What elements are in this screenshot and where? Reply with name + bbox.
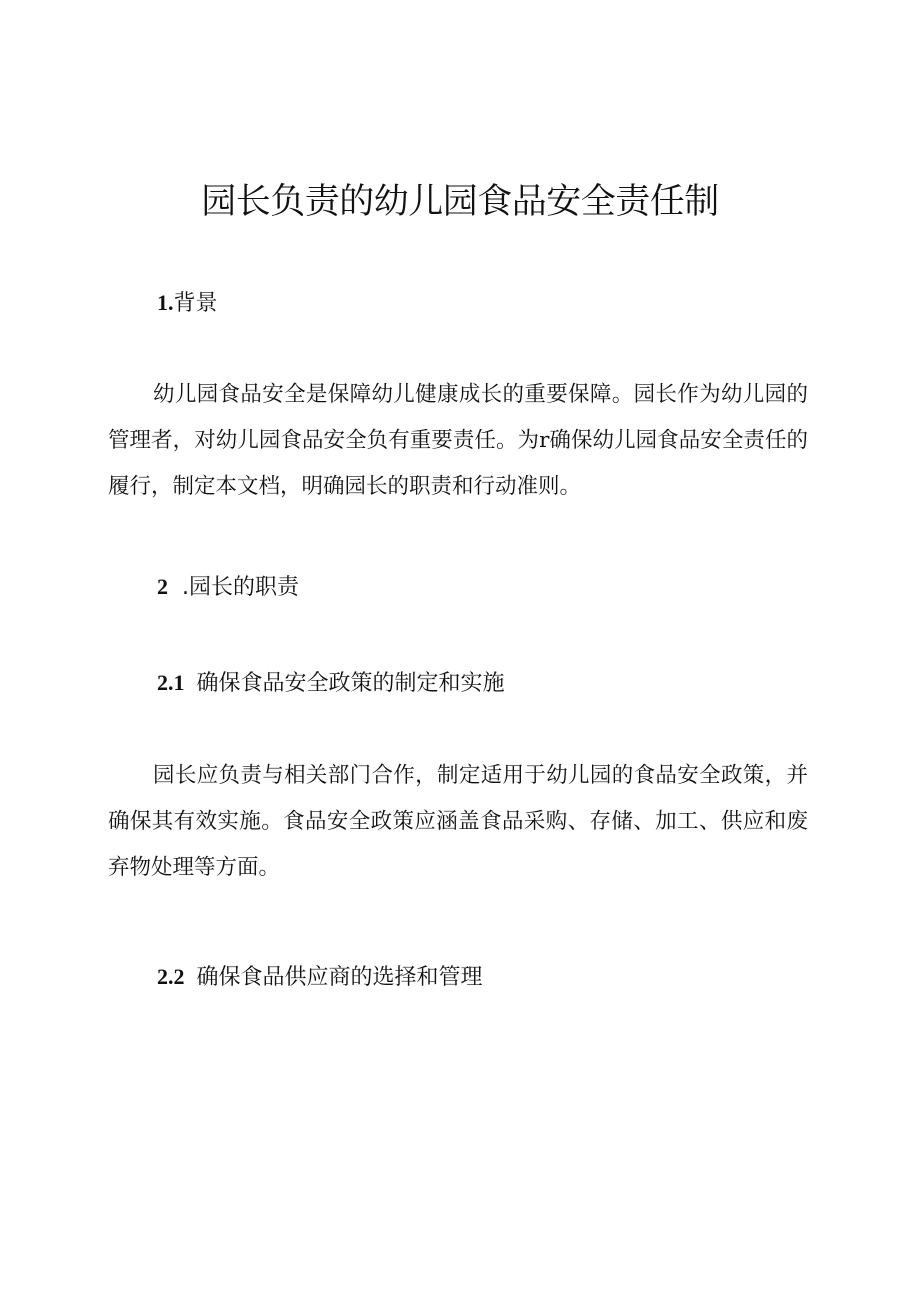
section-heading-text: 确保食品安全政策的制定和实施 xyxy=(196,671,505,696)
policy-paragraph: 园长应负责与相关部门合作，制定适用于幼儿园的食品安全政策，并确保其有效实施。食品安全政策应涵盖食品采购、存储、加工、供应和废弃物处理等方面。 xyxy=(108,763,808,880)
section-heading-text: 背景 xyxy=(173,291,218,316)
section-heading-2-1 xyxy=(157,668,505,699)
section-heading-background xyxy=(157,288,218,319)
section-number: 1. xyxy=(157,290,174,315)
section-number: 2 xyxy=(157,574,168,599)
section-number: 2.1 xyxy=(157,670,185,695)
section-number: 2.2 xyxy=(157,964,185,989)
document-title: 园长负责的幼儿园食品安全责任制 xyxy=(201,182,719,222)
background-paragraph: 幼儿园食品安全是保障幼儿健康成长的重要保障。园长作为幼儿园的管理者，对幼儿园食品安全负有重要责任。为r确保幼儿园食品安全责任的履行，制定本文档，明确园长的职责和行动准则。 xyxy=(108,382,808,499)
section-heading-director-duties xyxy=(157,572,299,603)
section-heading-2-2 xyxy=(157,962,483,993)
section-heading-text: 确保食品供应商的选择和管理 xyxy=(196,965,483,990)
section-heading-text: .园长的职责 xyxy=(182,575,299,600)
